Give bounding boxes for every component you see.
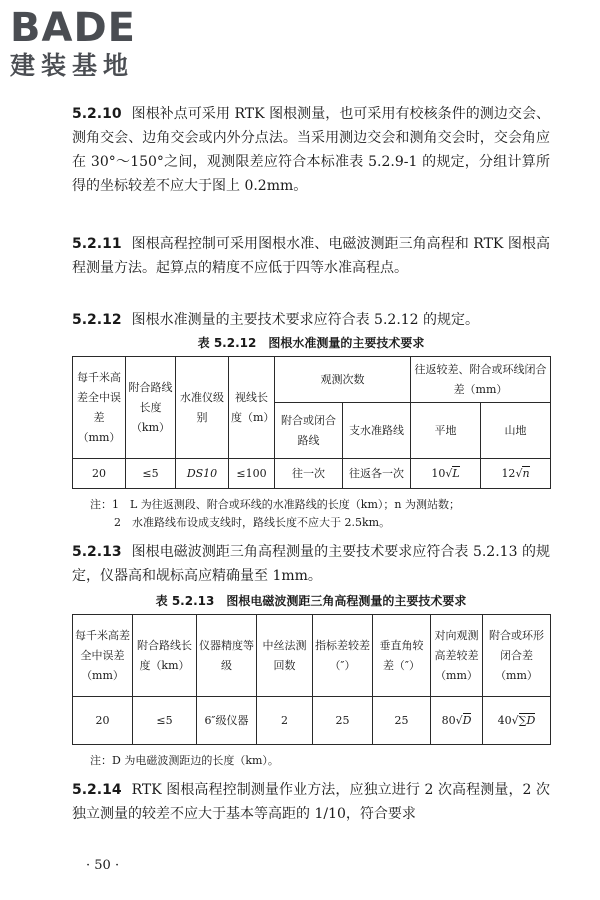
note-label: 注： xyxy=(90,498,112,511)
closure-var: ∑D xyxy=(518,713,536,727)
flat-var: L xyxy=(452,466,460,480)
reciprocal-coef: 80 xyxy=(441,713,456,727)
clause-number: 5.2.13 xyxy=(72,544,122,560)
clause-5-2-11 xyxy=(72,232,550,280)
sqrt-icon: √ xyxy=(445,466,453,480)
sqrt-icon: √ xyxy=(455,713,463,727)
header-obs-count: 观测次数 xyxy=(275,357,411,403)
cell-rounds: 2 xyxy=(257,697,313,745)
header-sight-length: 视线长度（m） xyxy=(229,357,275,459)
mountain-coef: 12 xyxy=(501,466,516,480)
table-5-2-13-note: 注：D 为电磁波测距边的长度（km）。 xyxy=(90,754,279,767)
cell-branch-route: 往返各一次 xyxy=(343,459,411,489)
cell-instrument: 6″级仪器 xyxy=(197,697,257,745)
cell-vertical-diff: 25 xyxy=(373,697,431,745)
table-5-2-13 xyxy=(72,614,551,745)
mountain-var: n xyxy=(522,466,530,480)
note-2: 2 水准路线布设成支线时，路线长度不应大于 2.5km。 xyxy=(114,516,391,529)
clause-5-2-14 xyxy=(72,778,550,826)
page-number: · 50 · xyxy=(86,858,120,873)
logo-brand: BADE xyxy=(10,5,136,51)
table-5-2-12-caption: 表 5.2.12 图根水准测量的主要技术要求 xyxy=(197,336,425,350)
sqrt-icon: √ xyxy=(511,713,519,727)
header-instrument: 水准仪级别 xyxy=(176,357,229,459)
header-error: 每千米高差全中误差（mm） xyxy=(73,357,126,459)
header-instrument: 仪器精度等级 xyxy=(197,615,257,697)
cell-closed-route: 往一次 xyxy=(275,459,343,489)
cell-error: 20 xyxy=(73,697,133,745)
header-branch-route: 支水准路线 xyxy=(343,403,411,459)
cell-sight-length: ≤100 xyxy=(229,459,275,489)
header-flat: 平地 xyxy=(411,403,481,459)
header-error: 每千米高差全中误差（mm） xyxy=(73,615,133,697)
closure-coef: 40 xyxy=(497,713,512,727)
header-route-length: 附合路线长度（km） xyxy=(133,615,197,697)
clause-text: 图根补点可采用 RTK 图根测量，也可采用有校核条件的测边交会、测角交会、边角交会或内外分点法。当采用测边交会和测角交会时，交会角应在 30°～150°之间，观测限差应符合本标准表 5.2.9-1 的规定，分组计算所得的坐标较差不应大于图上 0.2mm。 xyxy=(72,106,550,194)
header-rounds: 中丝法测回数 xyxy=(257,615,313,697)
reciprocal-var: D xyxy=(462,713,472,727)
clause-number: 5.2.11 xyxy=(72,236,122,252)
table-5-2-12 xyxy=(72,356,551,489)
header-route-length: 附合路线长度（km） xyxy=(126,357,176,459)
cell-error: 20 xyxy=(73,459,126,489)
header-index-diff: 指标差较差（″） xyxy=(313,615,373,697)
header-vertical-diff: 垂直角较差（″） xyxy=(373,615,431,697)
cell-route-length: ≤5 xyxy=(133,697,197,745)
clause-text: 图根电磁波测距三角高程测量的主要技术要求应符合表 5.2.13 的规定，仪器高和觇标高应精确量至 1mm。 xyxy=(72,544,550,584)
cell-closure xyxy=(483,697,551,745)
cell-flat xyxy=(411,459,481,489)
clause-number: 5.2.12 xyxy=(72,312,122,328)
clause-text: 图根高程控制可采用图根水准、电磁波测距三角高程和 RTK 图根高程测量方法。起算点的精度不应低于四等水准高程点。 xyxy=(72,236,550,276)
header-mountain: 山地 xyxy=(481,403,551,459)
note-line-1 xyxy=(90,496,460,514)
table-5-2-13-caption: 表 5.2.13 图根电磁波测距三角高程测量的主要技术要求 xyxy=(155,594,467,608)
cell-route-length: ≤5 xyxy=(126,459,176,489)
header-reciprocal: 对向观测高差较差（mm） xyxy=(431,615,483,697)
flat-coef: 10 xyxy=(431,466,446,480)
cell-index-diff: 25 xyxy=(313,697,373,745)
header-closure: 往返较差、附合或环线闭合差（mm） xyxy=(411,357,551,403)
header-closure: 附合或环形闭合差（mm） xyxy=(483,615,551,697)
clause-number: 5.2.14 xyxy=(72,782,122,798)
table-5-2-12-notes xyxy=(90,496,460,532)
clause-5-2-13 xyxy=(72,540,550,588)
clause-5-2-12 xyxy=(72,308,550,332)
cell-reciprocal xyxy=(431,697,483,745)
cell-instrument: DS10 xyxy=(176,459,229,489)
header-closed-route: 附合或闭合路线 xyxy=(275,403,343,459)
cell-mountain xyxy=(481,459,551,489)
clause-text: 图根水准测量的主要技术要求应符合表 5.2.12 的规定。 xyxy=(131,312,480,328)
logo-subtitle: 建装基地 xyxy=(10,51,135,80)
note-1: 1 L 为往返测段、附合或环线的水准路线的长度（km）；n 为测站数； xyxy=(112,498,460,511)
clause-number: 5.2.10 xyxy=(72,106,122,122)
clause-5-2-10 xyxy=(72,102,550,198)
bade-logo xyxy=(10,6,178,82)
clause-text: RTK 图根高程控制测量作业方法，应独立进行 2 次高程测量，2 次独立测量的较差不应大于基本等高距的 1/10，符合要求 xyxy=(72,782,550,822)
sqrt-icon: √ xyxy=(515,466,523,480)
